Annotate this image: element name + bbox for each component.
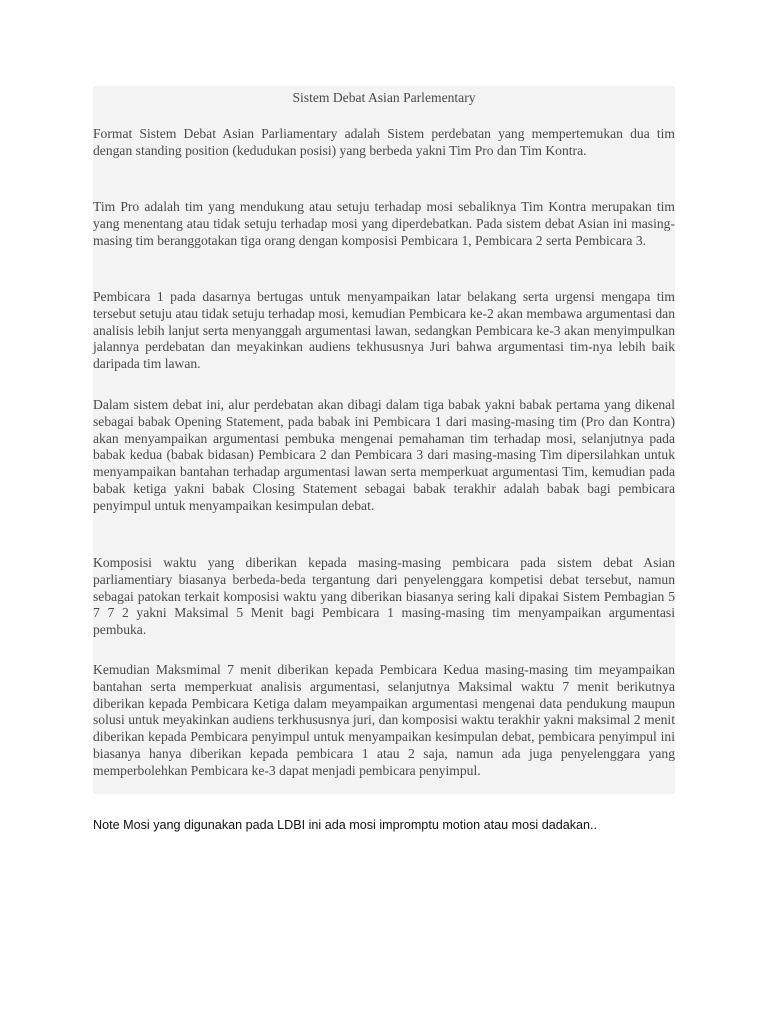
paragraph-time-details: Kemudian Maksmimal 7 menit diberikan kepada Pembicara Kedua masing-masing tim meyampaikan bantahan serta memperkuat analisis argumentasi, selanjutnya Maksimal waktu 7 menit berikutnya diberikan kepada Pembicara Ketiga dalam meyampaikan argumentasi mengenai data pendukung maupun solusi untuk meyakinkan audiens terkhususnya juri, dan komposisi waktu terakhir yakni maksimal 2 menit diberikan kepada Pembicara penyimpul untuk menyampaikan kesimpulan debat, pembicara penyimpul ini biasanya hanya diberikan kepada pembicara 1 atau 2 saja, namun ada juga penyelenggara yang memperbolehkan Pembicara ke-3 dapat menjadi pembicara penyimpul.: [93, 662, 675, 778]
document-title: Sistem Debat Asian Parlementary: [292, 90, 476, 105]
paragraph-team-description: Tim Pro adalah tim yang mendukung atau setuju terhadap mosi sebaliknya Tim Kontra merupakan tim yang menentang atau tidak setuju terhadap mosi yang diperdebatkan. Pada sistem debat Asian ini masing-masing tim beranggotakan tiga orang dengan komposisi Pembicara 1, Pembicara 2 serta Pembicara 3.: [93, 199, 675, 248]
paragraph-time-composition: Komposisi waktu yang diberikan kepada masing-masing pembicara pada sistem debat Asian parliamentiary biasanya berbeda-beda tergantung dari penyelenggara kompetisi debat tersebut, namun sebagai patokan terkait komposisi waktu yang diberikan biasanya sering kali dipakai Sistem Pembagian 5 7 7 2 yakni Maksimal 5 Menit bagi Pembicara 1 masing-masing tim menyampaikan argumentasi pembuka.: [93, 555, 675, 638]
document-text-block: [93, 86, 675, 794]
paragraph-speaker-roles: Pembicara 1 pada dasarnya bertugas untuk menyampaikan latar belakang serta urgensi mengapa tim tersebut setuju atau tidak setuju terhadap mosi, kemudian Pembicara ke-2 akan membawa argumentasi dan analisis lebih lanjut serta menyanggah argumentasi lawan, sedangkan Pembicara ke-3 akan menyimpulkan jalannya perdebatan dan meyakinkan audiens tekhususnya Juri bahwa argumentasi tim-nya lebih baik daripada tim lawan.: [93, 289, 675, 372]
note-text: Note Mosi yang digunakan pada LDBI ini ada mosi impromptu motion atau mosi dadakan..: [93, 818, 598, 832]
paragraph-debate-rounds: Dalam sistem debat ini, alur perdebatan akan dibagi dalam tiga babak yakni babak pertama yang dikenal sebagai babak Opening Statement, pada babak ini Pembicara 1 dari masing-masing tim (Pro dan Kontra) akan menyampaikan argumentasi pembuka mengenai pemahaman tim terhadap mosi, selanjutnya pada babak kedua (babak bidasan) Pembicara 2 dan Pembicara 3 dari masing-masing Tim dipersilahkan untuk menyampaikan bantahan terhadap argumentasi lawan serta memperkuat argumentasi Tim, kemudian pada babak ketiga yakni babak Closing Statement sebagai babak terakhir adalah babak bagi pembicara penyimpul untuk menyampaikan kesimpulan debat.: [93, 397, 675, 513]
paragraph-format-description: Format Sistem Debat Asian Parliamentary adalah Sistem perdebatan yang mempertemukan dua tim dengan standing position (kedudukan posisi) yang berbeda yakni Tim Pro dan Tim Kontra.: [93, 126, 675, 158]
